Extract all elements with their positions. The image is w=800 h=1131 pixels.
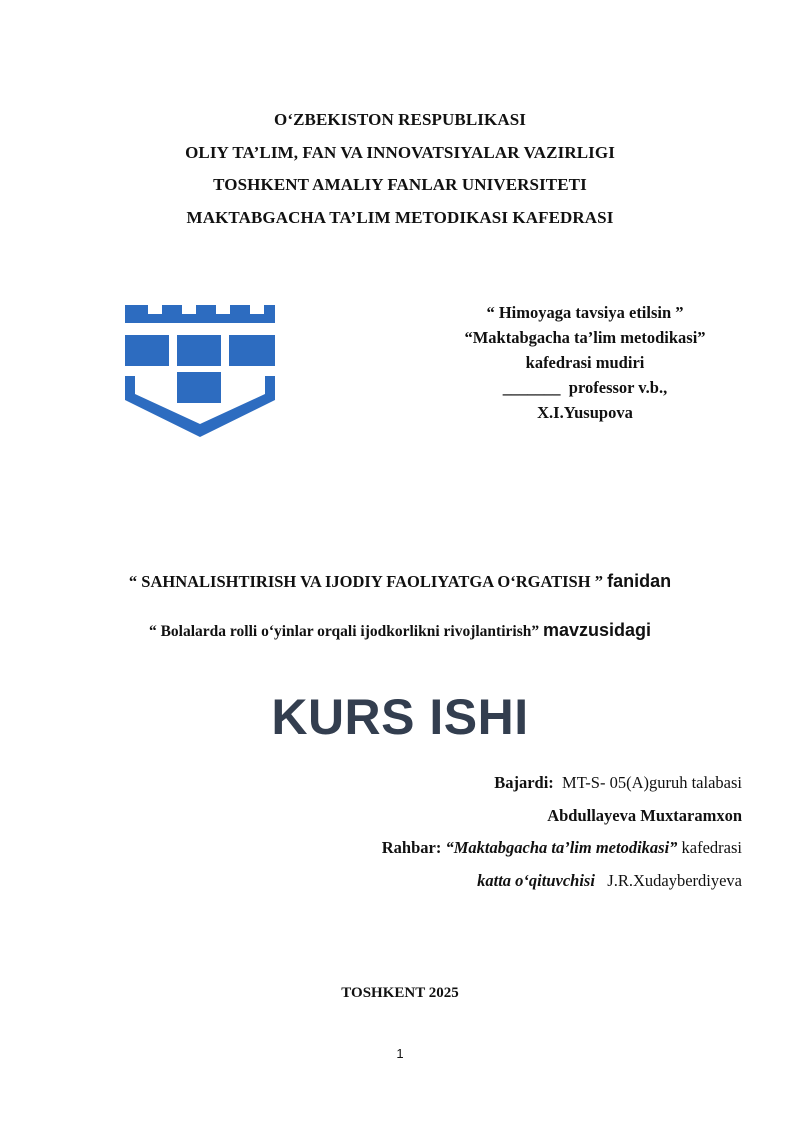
subject-line xyxy=(0,571,800,592)
author-label: Bajardi: xyxy=(494,773,554,792)
approval-head-title: kafedrasi mudiri xyxy=(525,353,645,372)
supervisor-department: “Maktabgacha ta’lim metodikasi” xyxy=(445,838,678,857)
university-logo xyxy=(120,300,280,440)
logo-shapes xyxy=(125,305,275,437)
header-line-university: TOSHKENT AMALIY FANLAR UNIVERSITETI xyxy=(213,175,587,194)
author-name: Abdullayeva Muxtaramxon xyxy=(547,806,742,825)
approval-recommend: “ Himoyaga tavsiya etilsin ” xyxy=(486,303,684,322)
signature-blank: _______ xyxy=(502,378,561,397)
logo-block-left xyxy=(125,335,169,366)
approval-department-name: “Maktabgacha ta’lim metodikasi” xyxy=(464,328,706,347)
supervisor-name: J.R.Xudayberdiyeva xyxy=(607,871,742,890)
supervisor-line xyxy=(382,838,742,858)
header-line-ministry: OLIY TA’LIM, FAN VA INNOVATSIYALAR VAZIRLIGI xyxy=(185,143,615,162)
supervisor-position: katta o‘qituvchisi xyxy=(477,871,595,890)
supervisor-name-line xyxy=(477,871,742,891)
logo-block-bottom xyxy=(177,372,221,403)
logo-block-center xyxy=(177,335,221,366)
logo-block-right xyxy=(229,335,275,366)
subject-title: “ SAHNALISHTIRISH VA IJODIY FAOLIYATGA O‘RGATISH ” xyxy=(128,572,603,591)
supervisor-department-suffix: kafedrasi xyxy=(681,838,742,857)
supervisor-label: Rahbar: xyxy=(381,838,442,857)
author-group: MT-S- 05(A)guruh talabasi xyxy=(562,773,742,792)
topic-title: “ Bolalarda rolli o‘yinlar orqali ijodkorlikni rivojlantirish” xyxy=(148,623,540,640)
approval-signature-line xyxy=(430,375,740,400)
topic-line xyxy=(0,620,800,641)
approval-block xyxy=(430,300,740,425)
header-line-department: MAKTABGACHA TA’LIM METODIKASI KAFEDRASI xyxy=(186,208,614,227)
city-year: TOSHKENT 2025 xyxy=(341,985,459,1001)
subject-suffix: fanidan xyxy=(607,571,672,591)
page-number: 1 xyxy=(396,1046,404,1061)
approval-position: professor v.b., xyxy=(568,378,668,397)
approval-name: X.I.Yusupova xyxy=(537,403,633,422)
author-group-line xyxy=(494,773,742,793)
document-title: KURS ISHI xyxy=(271,689,529,745)
topic-suffix: mavzusidagi xyxy=(542,620,652,640)
header-line-republic: O‘ZBEKISTON RESPUBLIKASI xyxy=(274,110,526,129)
